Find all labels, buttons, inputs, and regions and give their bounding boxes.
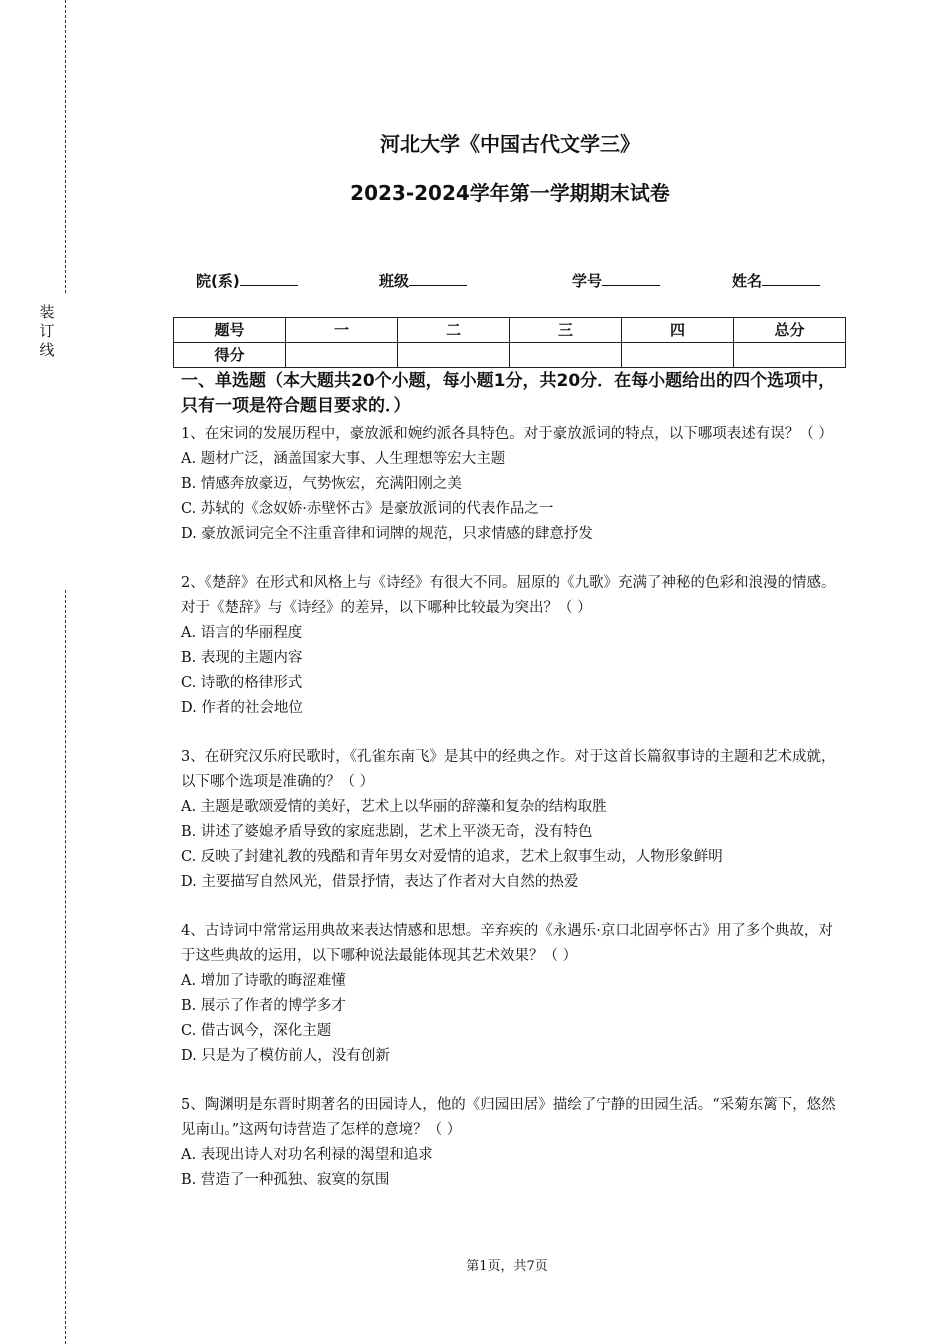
score-table [173,317,846,368]
score-cell[interactable] [622,343,734,368]
class-field[interactable] [379,267,467,294]
question-stem: 4、古诗词中常常运用典故来表达情感和思想。辛弃疾的《永遇乐·京口北固亭怀古》用了多个典故，对于这些典故的运用，以下哪种说法最能体现其艺术效果？（ ） [181,923,833,964]
question [181,571,841,721]
score-row-label: 得分 [174,343,286,368]
score-cell[interactable] [398,343,510,368]
class-label: 班级 [379,272,410,290]
score-header-cell: 四 [622,318,734,343]
score-header-cell: 一 [286,318,398,343]
dept-label: 院(系) [196,272,240,290]
question-stem: 3、在研究汉乐府民歌时，《孔雀东南飞》是其中的经典之作。对于这首长篇叙事诗的主题和艺术成就，以下哪个选项是准确的？（ ） [181,749,836,790]
exam-content [181,369,841,1217]
binding-char: 线 [39,341,55,359]
student-id-field[interactable] [572,267,660,294]
score-header-cell: 三 [510,318,622,343]
question-option: D. 只是为了模仿前人，没有创新 [181,1048,390,1064]
question [181,422,841,547]
question-option: D. 豪放派词完全不注重音律和词牌的规范，只求情感的肆意抒发 [181,526,593,542]
question-stem: 1、在宋词的发展历程中，豪放派和婉约派各具特色。对于豪放派词的特点，以下哪项表述有误？（ ） [181,426,833,442]
student-info-row [0,267,950,295]
question [181,745,841,895]
question-option: C. 反映了封建礼教的残酷和青年男女对爱情的追求，艺术上叙事生动，人物形象鲜明 [181,849,723,865]
score-cell[interactable] [510,343,622,368]
binding-char: 装 [39,303,55,321]
question-option: B. 营造了一种孤独、寂寞的氛围 [181,1172,390,1188]
name-blank[interactable] [762,267,820,286]
score-table-header-row [174,318,846,343]
question-stem: 2、《楚辞》在形式和风格上与《诗经》有很大不同。屈原的《九歌》充满了神秘的色彩和浪漫的情感。对于《楚辞》与《诗经》的差异，以下哪种比较最为突出？（ ） [181,575,836,616]
question-option: B. 情感奔放豪迈，气势恢宏，充满阳刚之美 [181,476,462,492]
question-option: D. 主要描写自然风光，借景抒情，表达了作者对大自然的热爱 [181,874,579,890]
score-table-score-row [174,343,846,368]
score-cell[interactable] [734,343,846,368]
section-heading: 一、单选题（本大题共20个小题，每小题1分，共20分．在每小题给出的四个选项中，只有一项是符合题目要求的．） [181,371,836,416]
question-option: D. 作者的社会地位 [181,700,303,716]
question-stem: 5、陶渊明是东晋时期著名的田园诗人，他的《归园田居》描绘了宁静的田园生活。“采菊东篱下，悠然见南山。”这两句诗营造了怎样的意境？（ ） [181,1097,836,1138]
question-option: A. 语言的华丽程度 [181,625,303,641]
exam-subtitle: 2023-2024学年第一学期期末试卷 [350,181,670,205]
question-option: B. 表现的主题内容 [181,650,303,666]
score-header-cell: 二 [398,318,510,343]
question-option: B. 展示了作者的博学多才 [181,998,346,1014]
student-id-label: 学号 [572,272,603,290]
question [181,1093,841,1193]
question-option: B. 讲述了婆媳矛盾导致的家庭悲剧，艺术上平淡无奇，没有特色 [181,824,593,840]
question-option: A. 表现出诗人对功名利禄的渴望和追求 [181,1147,433,1163]
score-header-cell: 题号 [174,318,286,343]
dept-field[interactable] [196,267,298,294]
binding-line-top [65,0,66,293]
question-option: C. 苏轼的《念奴娇·赤壁怀古》是豪放派词的代表作品之一 [181,501,554,517]
name-field[interactable] [732,267,820,294]
name-label: 姓名 [732,272,763,290]
binding-line-bottom [65,590,66,1344]
question-option: A. 题材广泛，涵盖国家大事、人生理想等宏大主题 [181,451,506,467]
question-option: C. 借古讽今，深化主题 [181,1023,332,1039]
question-option: A. 增加了诗歌的晦涩难懂 [181,973,346,989]
class-blank[interactable] [409,267,467,286]
score-cell[interactable] [286,343,398,368]
student-id-blank[interactable] [602,267,660,286]
binding-char: 订 [39,322,55,340]
binding-label [38,303,56,360]
exam-title: 河北大学《中国古代文学三》 [380,132,640,156]
question [181,919,841,1069]
dept-blank[interactable] [240,267,298,286]
page-footer: 第1页，共7页 [466,1259,548,1274]
score-header-cell: 总分 [734,318,846,343]
question-option: C. 诗歌的格律形式 [181,675,303,691]
question-option: A. 主题是歌颂爱情的美好，艺术上以华丽的辞藻和复杂的结构取胜 [181,799,607,815]
